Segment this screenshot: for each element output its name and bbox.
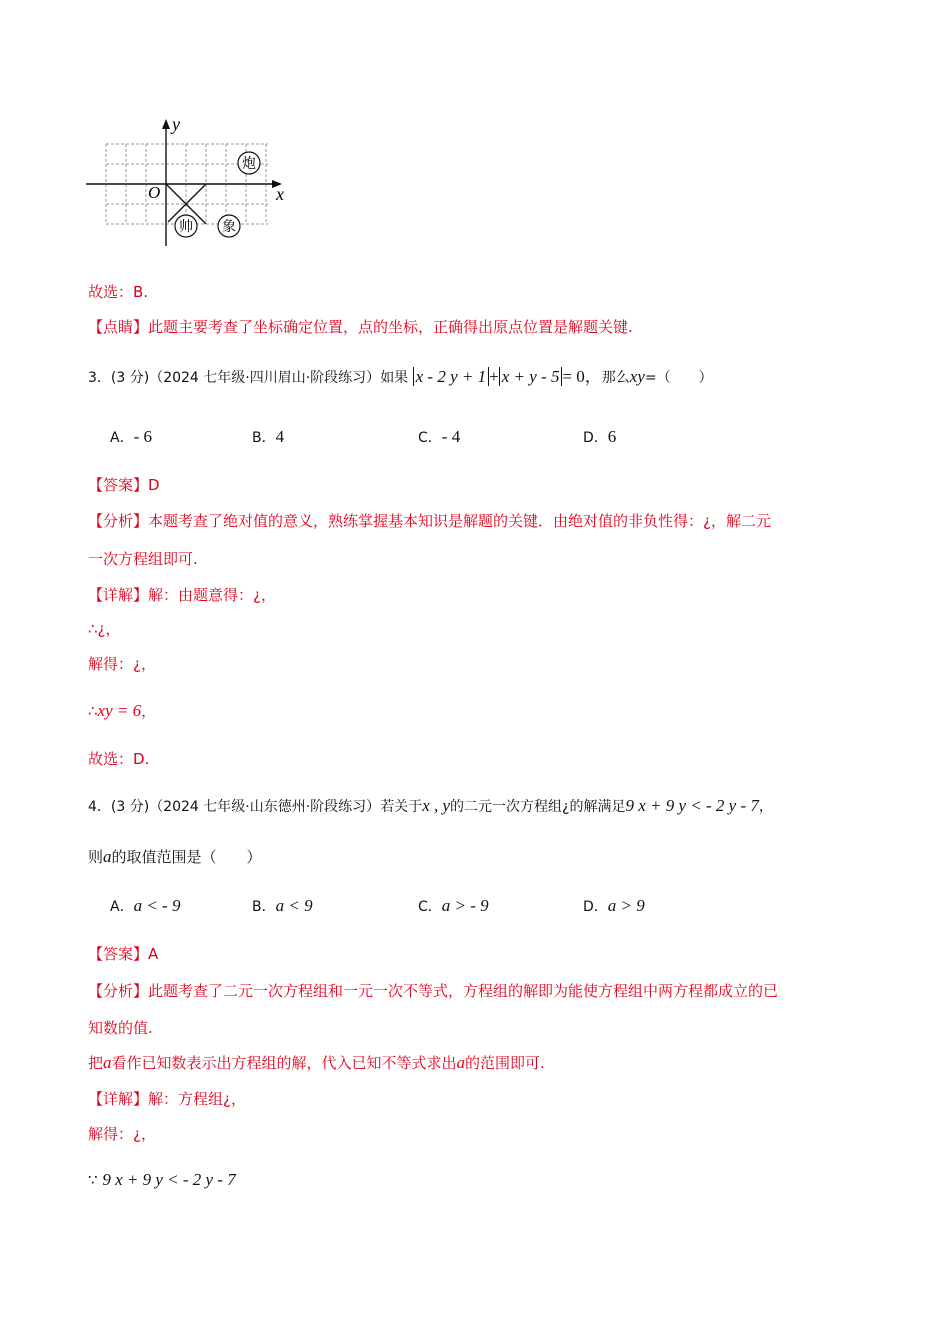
q3-stem-mid: 那么 bbox=[601, 370, 630, 386]
q4-option-a bbox=[110, 896, 180, 916]
piece-xiang-label: 象 bbox=[222, 219, 236, 235]
q4-detail-line1: 解：方程组¿， bbox=[148, 1090, 246, 1108]
q4-option-b-value: a < 9 bbox=[275, 896, 313, 915]
q2-tip bbox=[88, 316, 633, 337]
q3-analysis-tag: 【分析】 bbox=[88, 512, 149, 530]
q3-number: 3． bbox=[88, 370, 111, 386]
q3-analysis bbox=[88, 510, 771, 531]
q3-option-c-value: - 4 bbox=[441, 427, 461, 446]
q3-option-b-value: 4 bbox=[275, 427, 285, 446]
q4-analysis-line3-b: 看作已知数表示出方程组的解，代入已知不等式求出 bbox=[111, 1054, 457, 1072]
q3-stem-prefix: 如果 bbox=[380, 370, 409, 386]
piece-pao-label: 炮 bbox=[242, 156, 256, 172]
q3-xy: xy bbox=[629, 367, 645, 386]
q4-analysis-line2: 知数的值. bbox=[88, 1019, 153, 1037]
q3-answer-value: D bbox=[148, 476, 160, 494]
q4-stem-a: 若关于 bbox=[380, 799, 423, 815]
q2-choice: 故选：B. bbox=[88, 283, 149, 301]
q4-option-b bbox=[252, 896, 313, 916]
q4-option-c bbox=[418, 896, 489, 916]
q3-detail-line2: ∴¿， bbox=[88, 620, 121, 638]
q4-line2-var: a bbox=[103, 847, 112, 866]
q4-detail-line3-sym: ∵ bbox=[88, 1171, 98, 1189]
q4-number: 4． bbox=[88, 799, 111, 815]
coordinate-figure bbox=[80, 110, 300, 250]
q4-option-d-letter: D． bbox=[583, 899, 608, 915]
q4-analysis-line1: 此题考查了二元一次方程组和一元一次不等式，方程组的解即为能使方程组中两方程都成立的已 bbox=[148, 982, 779, 1000]
q3-option-a bbox=[110, 427, 152, 447]
q4-line2-a: 则 bbox=[88, 848, 104, 866]
q3-option-d-letter: D． bbox=[583, 430, 608, 446]
q4-source: （2024 七年级·山东德州·阶段练习） bbox=[149, 799, 381, 815]
q3-option-d bbox=[583, 427, 616, 447]
q4-detail-line3 bbox=[88, 1170, 236, 1190]
piece-shuai bbox=[175, 215, 197, 237]
piece-shuai-label: 帅 bbox=[179, 219, 193, 235]
q3-answer bbox=[88, 474, 160, 495]
q3-option-c-letter: C． bbox=[418, 430, 442, 446]
q4-stem-b: 的二元一次方程组¿的解满足 bbox=[450, 799, 626, 815]
origin-label: O bbox=[148, 183, 161, 202]
axis-y-label: y bbox=[172, 114, 180, 134]
q3-analysis-line2: 一次方程组即可. bbox=[88, 550, 198, 568]
q3-option-b bbox=[252, 427, 284, 447]
q3-abs1: x - 2 y + 1 bbox=[413, 367, 489, 386]
q4-option-b-letter: B． bbox=[252, 899, 276, 915]
piece-pao bbox=[238, 152, 260, 174]
q4-answer-tag: 【答案】 bbox=[88, 945, 149, 963]
q4-analysis bbox=[88, 980, 778, 1001]
q3-choice: 故选：D. bbox=[88, 750, 150, 768]
q3-option-d-value: 6 bbox=[607, 427, 617, 446]
axis-x-label: x bbox=[276, 184, 284, 204]
q4-ineq: 9 x + 9 y < - 2 y - 7 bbox=[625, 796, 759, 815]
q3-option-b-letter: B． bbox=[252, 430, 276, 446]
q3-option-c bbox=[418, 427, 460, 447]
q3-stem-end: =（ ） bbox=[644, 370, 713, 386]
q3-answer-tag: 【答案】 bbox=[88, 476, 149, 494]
q3-stem bbox=[88, 362, 713, 387]
q4-stem-c: ， bbox=[758, 799, 773, 815]
q4-option-c-value: a > - 9 bbox=[441, 896, 489, 915]
q4-analysis-line3-c: 的范围即可. bbox=[465, 1054, 545, 1072]
q4-option-a-value: a < - 9 bbox=[133, 896, 181, 915]
q4-vars: x , y bbox=[422, 796, 451, 815]
piece-xiang bbox=[218, 215, 240, 237]
q2-tip-tag: 【点睛】 bbox=[88, 318, 149, 336]
q4-answer bbox=[88, 943, 158, 964]
q4-stem bbox=[88, 796, 773, 816]
q4-option-c-letter: C． bbox=[418, 899, 442, 915]
q3-detail bbox=[88, 584, 276, 605]
q3-detail-line4-sym: ∴ bbox=[88, 702, 98, 720]
q4-detail-tag: 【详解】 bbox=[88, 1090, 149, 1108]
q4-option-a-letter: A． bbox=[110, 899, 134, 915]
q4-detail bbox=[88, 1088, 246, 1109]
q3-abs2: x + y - 5 bbox=[499, 367, 563, 386]
q3-source: （2024 七年级·四川眉山·阶段练习） bbox=[149, 370, 381, 386]
q3-option-a-letter: A． bbox=[110, 430, 134, 446]
q4-analysis-line3-var2: a bbox=[456, 1053, 466, 1072]
q4-analysis-line3-a: 把 bbox=[88, 1054, 104, 1072]
q2-tip-text: 此题主要考查了坐标确定位置，点的坐标，正确得出原点位置是解题关键. bbox=[148, 318, 633, 336]
q4-analysis-tag: 【分析】 bbox=[88, 982, 149, 1000]
q4-analysis-line3-var: a bbox=[103, 1053, 112, 1072]
q3-detail-line4-end: ， bbox=[141, 702, 157, 720]
q3-detail-line4-expr: xy = 6 bbox=[97, 701, 142, 720]
q4-analysis-line3 bbox=[88, 1052, 545, 1073]
q4-detail-line3-expr: 9 x + 9 y < - 2 y - 7 bbox=[102, 1170, 236, 1189]
q3-plus: + bbox=[489, 367, 499, 386]
q3-detail-line3: 解得：¿， bbox=[88, 655, 156, 673]
q4-detail-line2: 解得：¿， bbox=[88, 1125, 156, 1143]
q4-score: (3 分) bbox=[110, 799, 150, 815]
q3-detail-line4 bbox=[88, 700, 156, 721]
q3-detail-tag: 【详解】 bbox=[88, 586, 149, 604]
q3-analysis-line1: 本题考查了绝对值的意义，熟练掌握基本知识是解题的关键．由绝对值的非负性得：¿，解二元 bbox=[148, 512, 771, 530]
q4-option-d bbox=[583, 896, 645, 916]
q4-option-d-value: a > 9 bbox=[607, 896, 645, 915]
q4-stem-line2 bbox=[88, 846, 262, 867]
q3-eq-zero: = 0， bbox=[562, 367, 602, 386]
q3-score: (3 分) bbox=[110, 370, 150, 386]
q4-line2-b: 的取值范围是（ ） bbox=[111, 848, 262, 866]
q3-option-a-value: - 6 bbox=[133, 427, 152, 446]
q4-answer-value: A bbox=[148, 945, 159, 963]
q3-detail-line1: 解：由题意得：¿， bbox=[148, 586, 276, 604]
